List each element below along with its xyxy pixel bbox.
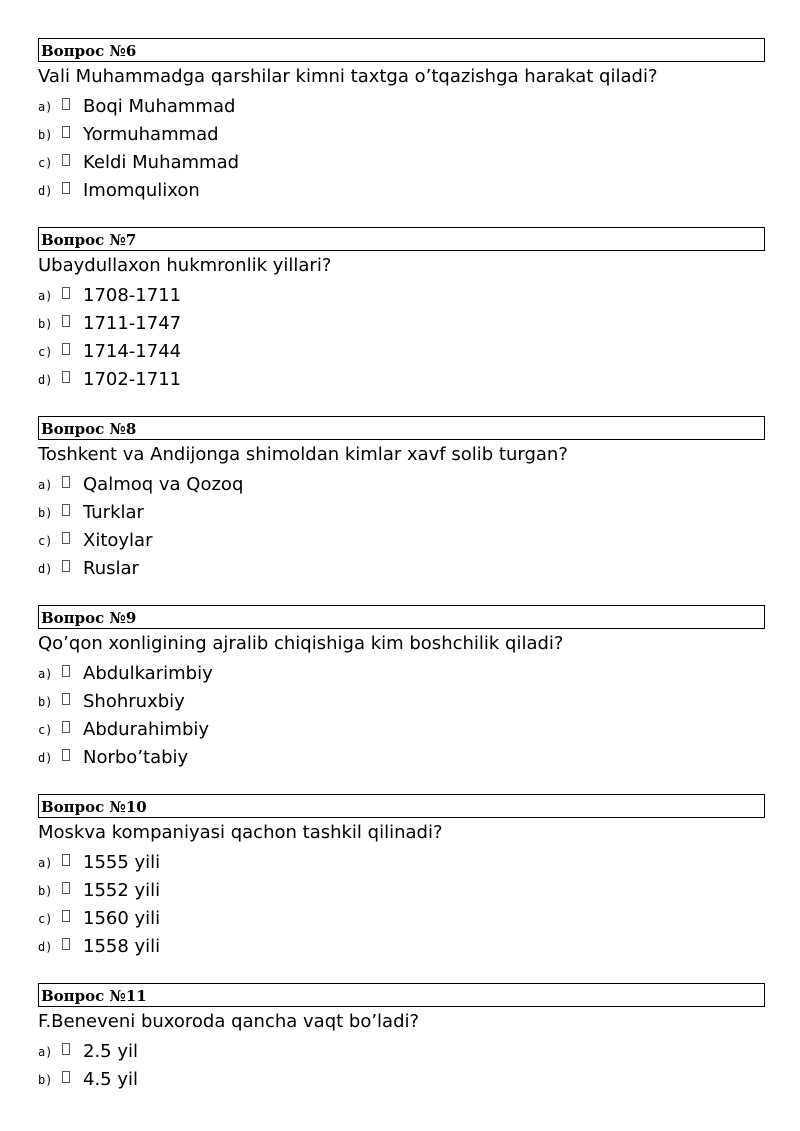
answer-checkbox[interactable]: [62, 721, 70, 733]
answer-letter: d): [38, 940, 53, 954]
answer-letter: a): [38, 856, 53, 870]
answer-checkbox[interactable]: [62, 126, 70, 138]
answer-letter: d): [38, 373, 53, 387]
answer-checkbox[interactable]: [62, 343, 70, 355]
answer-text: 1555 yili: [83, 852, 161, 873]
answer-option[interactable]: [38, 660, 765, 688]
answer-letter: a): [38, 100, 53, 114]
answer-text: Shohruxbiy: [83, 691, 185, 712]
answer-checkbox[interactable]: [62, 532, 70, 544]
answer-option[interactable]: [38, 338, 765, 366]
answer-option[interactable]: [38, 1038, 765, 1066]
answer-text: 4.5 yil: [83, 1069, 139, 1090]
answer-letter: c): [38, 345, 53, 359]
answer-letter: c): [38, 156, 53, 170]
answer-letter: b): [38, 1073, 53, 1087]
answer-option[interactable]: [38, 282, 765, 310]
question-text: Ubaydullaxon hukmronlik yillari?: [38, 255, 332, 276]
answer-option[interactable]: [38, 471, 765, 499]
answer-checkbox[interactable]: [62, 504, 70, 516]
answer-text: Boqi Muhammad: [83, 96, 236, 117]
answer-option[interactable]: [38, 121, 765, 149]
question-block: [38, 227, 765, 394]
answer-option[interactable]: [38, 527, 765, 555]
question-header: Вопрос №11: [38, 983, 765, 1007]
answer-text: Abdurahimbiy: [83, 719, 210, 740]
answer-text: 2.5 yil: [83, 1041, 139, 1062]
answer-option[interactable]: [38, 555, 765, 583]
answer-letter: b): [38, 506, 53, 520]
question-header: Вопрос №6: [38, 38, 765, 62]
answer-text: Xitoylar: [83, 530, 153, 551]
answer-checkbox[interactable]: [62, 910, 70, 922]
answer-option[interactable]: [38, 366, 765, 394]
answer-letter: d): [38, 184, 53, 198]
answer-text: Ruslar: [83, 558, 139, 579]
question-text: Toshkent va Andijonga shimoldan kimlar xavf solib turgan?: [38, 444, 568, 465]
question-block: [38, 794, 765, 961]
answer-text: Abdulkarimbiy: [83, 663, 213, 684]
answer-option[interactable]: [38, 177, 765, 205]
answer-text: Norbo’tabiy: [83, 747, 189, 768]
test-page: [38, 38, 765, 1116]
answer-option[interactable]: [38, 688, 765, 716]
question-header: Вопрос №9: [38, 605, 765, 629]
answer-option[interactable]: [38, 149, 765, 177]
answer-letter: a): [38, 667, 53, 681]
answer-checkbox[interactable]: [62, 371, 70, 383]
answer-option[interactable]: [38, 744, 765, 772]
answer-checkbox[interactable]: [62, 154, 70, 166]
answer-checkbox[interactable]: [62, 938, 70, 950]
question-header: Вопрос №7: [38, 227, 765, 251]
answer-checkbox[interactable]: [62, 98, 70, 110]
question-header: Вопрос №10: [38, 794, 765, 818]
answer-letter: b): [38, 128, 53, 142]
answer-checkbox[interactable]: [62, 854, 70, 866]
answer-option[interactable]: [38, 933, 765, 961]
answer-option[interactable]: [38, 877, 765, 905]
answer-letter: c): [38, 723, 53, 737]
answer-text: 1702-1711: [83, 369, 182, 390]
answer-checkbox[interactable]: [62, 182, 70, 194]
answer-checkbox[interactable]: [62, 665, 70, 677]
answer-letter: b): [38, 884, 53, 898]
answer-option[interactable]: [38, 716, 765, 744]
answer-checkbox[interactable]: [62, 287, 70, 299]
answer-checkbox[interactable]: [62, 882, 70, 894]
question-block: [38, 416, 765, 583]
question-text: Qo’qon xonligining ajralib chiqishiga kim boshchilik qiladi?: [38, 633, 564, 654]
answer-text: 1560 yili: [83, 908, 161, 929]
answer-option[interactable]: [38, 1066, 765, 1094]
answer-letter: a): [38, 289, 53, 303]
answer-text: 1552 yili: [83, 880, 161, 901]
question-text: Vali Muhammadga qarshilar kimni taxtga o’tqazishga harakat qiladi?: [38, 66, 658, 87]
answer-checkbox[interactable]: [62, 560, 70, 572]
answer-letter: c): [38, 912, 53, 926]
answer-option[interactable]: [38, 499, 765, 527]
answer-text: Yormuhammad: [83, 124, 219, 145]
answer-text: Keldi Muhammad: [83, 152, 240, 173]
answer-option[interactable]: [38, 93, 765, 121]
answer-letter: b): [38, 695, 53, 709]
answer-text: 1711-1747: [83, 313, 182, 334]
answer-text: 1558 yili: [83, 936, 161, 957]
answer-text: 1714-1744: [83, 341, 182, 362]
answer-letter: a): [38, 478, 53, 492]
answer-letter: d): [38, 562, 53, 576]
answer-option[interactable]: [38, 849, 765, 877]
answer-checkbox[interactable]: [62, 1043, 70, 1055]
question-block: [38, 983, 765, 1094]
answer-letter: d): [38, 751, 53, 765]
answer-text: 1708-1711: [83, 285, 182, 306]
question-text: Moskva kompaniyasi qachon tashkil qilinadi?: [38, 822, 443, 843]
answer-text: Qalmoq va Qozoq: [83, 474, 244, 495]
answer-text: Imomqulixon: [83, 180, 200, 201]
answer-text: Turklar: [83, 502, 144, 523]
answer-letter: c): [38, 534, 53, 548]
answer-checkbox[interactable]: [62, 476, 70, 488]
answer-letter: b): [38, 317, 53, 331]
answer-checkbox[interactable]: [62, 693, 70, 705]
question-block: [38, 38, 765, 205]
answer-checkbox[interactable]: [62, 749, 70, 761]
answer-option[interactable]: [38, 310, 765, 338]
answer-letter: a): [38, 1045, 53, 1059]
answer-checkbox[interactable]: [62, 315, 70, 327]
question-block: [38, 605, 765, 772]
answer-option[interactable]: [38, 905, 765, 933]
question-header: Вопрос №8: [38, 416, 765, 440]
question-text: F.Beneveni buxoroda qancha vaqt bo’ladi?: [38, 1011, 420, 1032]
answer-checkbox[interactable]: [62, 1071, 70, 1083]
